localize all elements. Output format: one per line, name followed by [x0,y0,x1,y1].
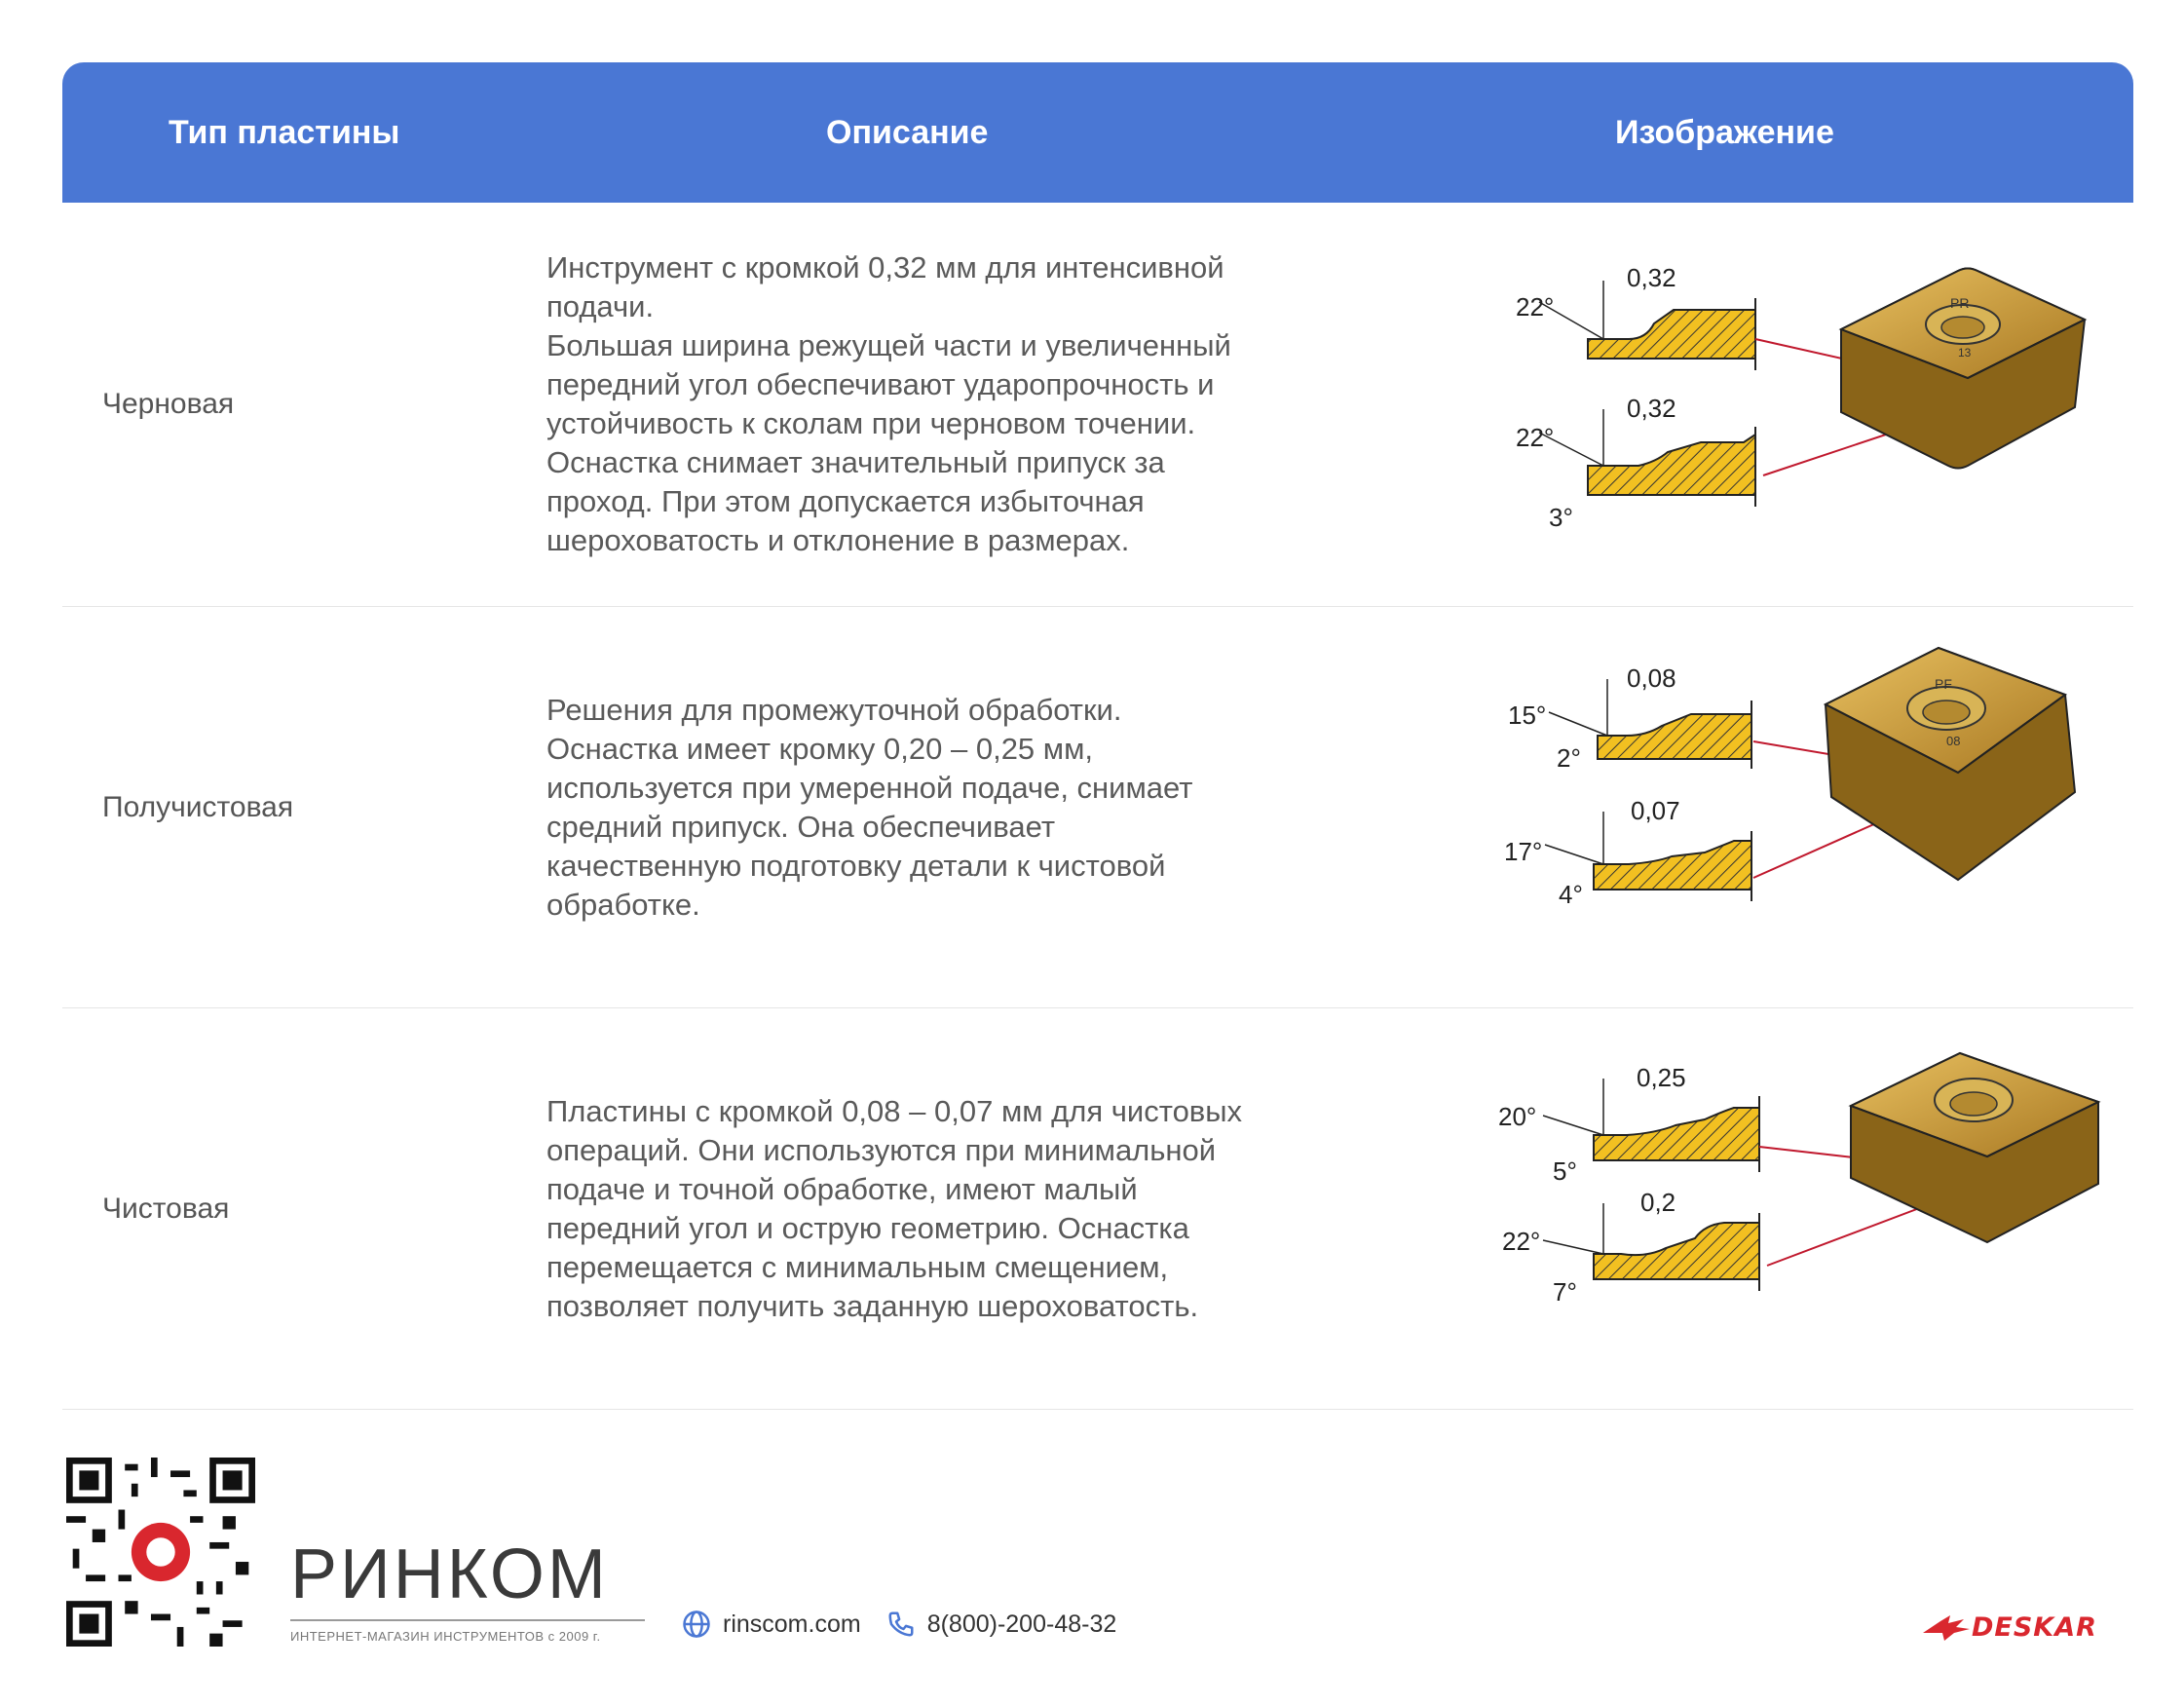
description-line: подачи. [546,289,655,323]
description-line: качественную подготовку детали к чистовой [546,848,1166,883]
land-width-label: 0,08 [1627,663,1676,693]
phone-text: 8(800)-200-48-32 [926,1610,1117,1638]
insert-description [546,1008,1345,1409]
website-text: rinscom.com [723,1610,861,1638]
deskar-text: DESKAR [1972,1611,2097,1643]
land-width-label: 0,32 [1627,394,1676,423]
rake-angle-label: 15° [1508,701,1547,730]
land-width-label: 0,07 [1631,796,1680,825]
rinkom-logo[interactable] [290,1535,660,1644]
description-line: перемещается с минимальным смещением, [546,1249,1169,1284]
deskar-logo[interactable] [1921,1610,2137,1645]
cutting-insert-picture [1851,1053,2098,1242]
description-line: операций. Они используются при минимальной [546,1132,1217,1167]
clearance-angle-label: 3° [1549,503,1573,532]
description-line: позволяет получить заданную шероховатость. [546,1288,1199,1323]
description-line: Большая ширина режущей части и увеличенный [546,328,1231,362]
edge-profile [1516,394,1755,532]
edge-profile [1498,1063,1759,1186]
insert-type-label: Чистовая [102,1192,230,1225]
insert-type-label: Черновая [102,388,235,420]
insert-mark: 13 [1958,346,1972,360]
brand-subtitle: ИНТЕРНЕТ-МАГАЗИН ИНСТРУМЕНТОВ с 2009 г. [290,1629,601,1644]
cutting-insert-picture [1826,648,2075,880]
insert-description [546,203,1345,606]
description-line: шероховатость и отклонение в размерах. [546,523,1130,557]
rake-angle-label: 22° [1516,423,1555,452]
brand-text: РИНКОМ [290,1535,609,1613]
description-line: Оснастка снимает значительный припуск за [546,445,1165,479]
clearance-angle-label: 4° [1559,880,1583,909]
insert-mark: PF [1935,676,1952,692]
brand-divider [290,1619,645,1621]
description-line: используется при умеренной подаче, снимает [546,770,1193,805]
description-line: средний припуск. Она обеспечивает [546,809,1056,844]
page-footer [0,1403,2184,1705]
edge-profile [1508,663,1751,773]
header-type: Тип пластины [169,114,400,151]
contacts [682,1610,1142,1639]
phone-link[interactable] [886,1610,1117,1639]
table-row [62,203,2133,607]
description-line: Оснастка имеет кромку 0,20 – 0,25 мм, [546,731,1094,766]
clearance-angle-label: 2° [1557,743,1581,773]
description-line: устойчивость к сколам при черновом точении. [546,406,1196,440]
land-width-label: 0,32 [1627,263,1676,292]
insert-mark: PR [1950,295,1970,311]
insert-image [1412,646,2133,938]
qr-code-icon[interactable] [66,1458,255,1647]
rake-angle-label: 17° [1504,837,1543,866]
clearance-angle-label: 7° [1553,1277,1577,1307]
insert-geometry-figure [1412,1047,2133,1340]
insert-description [546,607,1345,1007]
table-row [62,1008,2133,1410]
insert-image [1412,1047,2133,1340]
website-link[interactable] [682,1610,861,1639]
insert-image [1412,242,2133,534]
globe-icon [682,1610,711,1639]
description-line: обработке. [546,887,700,922]
edge-profile [1504,796,1751,909]
description-line: передний угол и острую геометрию. Оснастка [546,1210,1189,1245]
insert-geometry-figure [1412,242,2133,534]
rake-angle-label: 20° [1498,1102,1537,1131]
insert-geometry-figure [1412,646,2133,938]
edge-profile [1502,1188,1759,1307]
rake-angle-label: 22° [1516,292,1555,322]
table-header [62,62,2133,203]
brand-name [290,1535,660,1613]
description-line: Решения для промежуточной обработки. [546,692,1122,727]
edge-profile [1516,263,1755,370]
description-line: Инструмент с кромкой 0,32 мм для интенсивной [546,250,1224,284]
rake-angle-label: 22° [1502,1227,1541,1256]
description-line: Пластины с кромкой 0,08 – 0,07 мм для чистовых [546,1093,1243,1128]
land-width-label: 0,25 [1637,1063,1686,1092]
insert-type-label: Получистовая [102,790,294,823]
description-line: передний угол обеспечивают ударопрочность и [546,367,1215,401]
description-line: проход. При этом допускается избыточная [546,484,1145,518]
header-image: Изображение [1615,114,1834,151]
clearance-angle-label: 5° [1553,1156,1577,1186]
dragon-icon [1921,1611,1972,1643]
land-width-label: 0,2 [1640,1188,1676,1217]
table-row [62,607,2133,1008]
description-line: подаче и точной обработке, имеют малый [546,1171,1138,1206]
insert-types-table [62,62,2133,1410]
phone-icon [886,1610,916,1639]
insert-mark: 08 [1946,734,1961,748]
header-description: Описание [826,114,989,151]
